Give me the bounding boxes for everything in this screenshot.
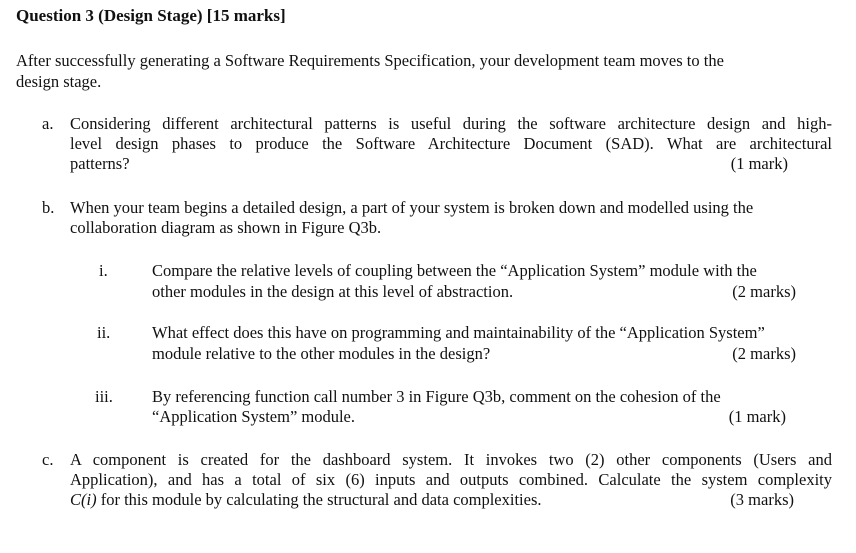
intro-line-2: design stage.: [16, 72, 102, 91]
sub-iii-line-1: By referencing function call number 3 in Figure Q3b, comment on the cohesion of the: [152, 387, 721, 406]
sub-ii-line-2: module relative to the other modules in the design?: [152, 344, 491, 363]
sub-ii-marks: (2 marks): [732, 344, 796, 363]
part-b-line-1: When your team begins a detailed design, a part of your system is broken down and modelled using the: [70, 198, 754, 217]
part-b-line-2: collaboration diagram as shown in Figure Q3b.: [70, 218, 382, 237]
sub-iii-label: iii.: [95, 387, 113, 406]
sub-ii-label: ii.: [97, 323, 111, 342]
part-c-line-3: [70, 490, 542, 510]
sub-i-line-2: other modules in the design at this level of abstraction.: [152, 282, 514, 301]
part-a-line-2: level design phases to produce the Software Architecture Document (SAD). What are architectural: [70, 134, 832, 153]
part-b-label: b.: [42, 198, 55, 217]
part-c-line-3-row: [70, 490, 794, 510]
sub-i-label: i.: [99, 261, 108, 280]
part-c-line-1: A component is created for the dashboard system. It invokes two (2) other components (Users and: [70, 450, 832, 469]
intro-line-1: After successfully generating a Software Requirements Specification, your development team moves to the: [16, 51, 724, 70]
part-a-line-1: Considering different architectural patterns is useful during the software architecture design and high-: [70, 114, 832, 133]
sub-i-line-1: Compare the relative levels of coupling between the “Application System” module with the: [152, 261, 757, 280]
part-c-line-2: Application), and has a total of six (6) inputs and outputs combined. Calculate the system complexity: [70, 470, 832, 489]
question-title: Question 3 (Design Stage) [15 marks]: [16, 6, 286, 25]
part-c-line-3-text: for this module by calculating the structural and data complexities.: [96, 490, 542, 509]
sub-i-line-2-row: [152, 282, 796, 302]
sub-ii-line-2-row: [152, 344, 796, 364]
part-a-marks: (1 mark): [730, 154, 788, 173]
part-c-label: c.: [42, 450, 54, 469]
complexity-formula: C(i): [70, 490, 97, 509]
sub-iii-marks: (1 mark): [728, 407, 786, 426]
sub-iii-line-2: “Application System” module.: [152, 407, 356, 426]
part-a-line-3-row: [70, 154, 788, 174]
part-a-line-3: patterns?: [70, 154, 130, 173]
sub-iii-line-2-row: [152, 407, 786, 427]
sub-ii-line-1: What effect does this have on programming and maintainability of the “Application System”: [152, 323, 765, 342]
sub-i-marks: (2 marks): [732, 282, 796, 301]
part-c-marks: (3 marks): [730, 490, 794, 509]
part-a-label: a.: [42, 114, 54, 133]
